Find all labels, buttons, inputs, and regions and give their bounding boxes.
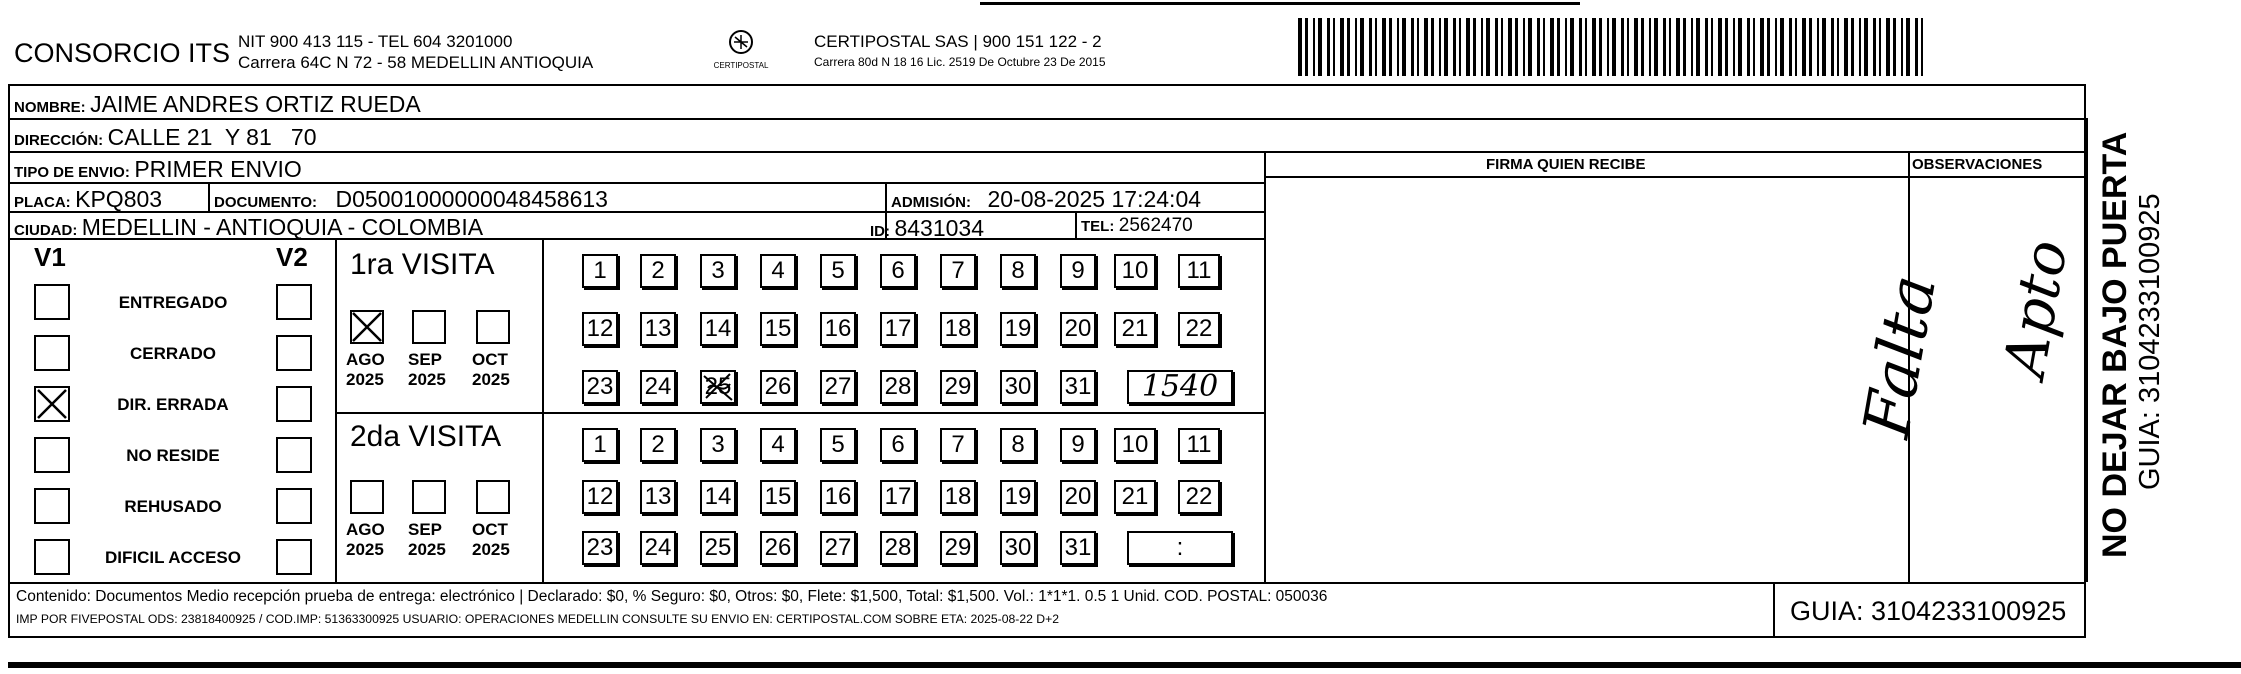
v2-checkbox[interactable] [276, 284, 312, 320]
barcode-bar [1360, 18, 1364, 76]
first-visit-day-box[interactable]: 13 [640, 312, 676, 346]
barcode-bar [1893, 18, 1896, 76]
status-label: CERRADO [130, 344, 216, 363]
year-label: 2025 [346, 370, 384, 389]
v2-checkbox[interactable] [276, 437, 312, 473]
first-visit-day-box[interactable]: 30 [1000, 370, 1036, 404]
second-visit-day-box[interactable]: 26 [760, 531, 796, 565]
barcode-bar [1528, 18, 1532, 76]
barcode-bar [1523, 18, 1525, 76]
company-name: CONSORCIO ITS [14, 38, 231, 68]
month-label: AGO [346, 350, 385, 369]
nombre-label: NOMBRE: [14, 99, 86, 116]
barcode-bar [1627, 18, 1629, 76]
barcode-bar [1906, 18, 1910, 76]
v2-checkbox[interactable] [276, 386, 312, 422]
barcode-bar [1711, 18, 1713, 76]
second-visit-day-box[interactable]: 24 [640, 531, 676, 565]
v2-label: V2 [276, 242, 308, 272]
barcode-bar [1696, 18, 1700, 76]
first-visit-day-box[interactable]: 7 [940, 254, 976, 288]
second-visit-day-box[interactable]: 7 [940, 428, 976, 462]
second-visit-day-box[interactable]: 6 [880, 428, 916, 462]
second-visit-day-box[interactable]: 5 [820, 428, 856, 462]
barcode-bar [1402, 18, 1406, 76]
barcode-bar [1439, 18, 1441, 76]
status-label: ENTREGADO [118, 293, 228, 312]
barcode-bar [1515, 18, 1518, 76]
second-visit-day-box[interactable]: 28 [880, 531, 916, 565]
first-visit-day-box[interactable]: 28 [880, 370, 916, 404]
form-frame [8, 84, 2086, 638]
barcode-bar [1466, 18, 1470, 76]
second-visit-day-box[interactable]: 13 [640, 480, 676, 514]
barcode-bar [1767, 18, 1770, 76]
barcode-bar [1599, 18, 1602, 76]
observaciones-header: OBSERVACIONES [1912, 156, 2043, 173]
barcode-bar [1649, 18, 1651, 76]
barcode-bar [1550, 18, 1554, 76]
second-visit-day-box[interactable]: 8 [1000, 428, 1036, 462]
barcode-bar [1859, 18, 1861, 76]
first-visit-day-box[interactable]: 16 [820, 312, 856, 346]
barcode-bar [1508, 18, 1512, 76]
barcode-bar [1718, 18, 1722, 76]
barcode-bar [1592, 18, 1596, 76]
barcode-bar [1612, 18, 1616, 76]
second-visit-day-box[interactable]: 23 [582, 531, 618, 565]
tipo-envio-label: TIPO DE ENVIO: [14, 164, 130, 181]
second-visit-day-box[interactable]: 10 [1114, 428, 1156, 462]
barcode-bar [1305, 18, 1308, 76]
status-label: NO RESIDE [126, 446, 220, 465]
second-visit-day-box[interactable]: 4 [760, 428, 796, 462]
no-dejar-warning: NO DEJAR BAJO PUERTA [2096, 131, 2134, 558]
barcode-bar [1579, 18, 1582, 76]
status-label: DIFICIL ACCESO [104, 548, 241, 567]
documento-value: D05001000000048458613 [335, 186, 608, 212]
first-visit-day-box[interactable]: 25 [700, 370, 736, 404]
v2-checkbox[interactable] [276, 488, 312, 524]
barcode-bar [1663, 18, 1666, 76]
barcode-bar [1669, 18, 1671, 76]
top-rule [980, 2, 1580, 5]
barcode-bar [1459, 18, 1461, 76]
barcode-bar [1543, 18, 1545, 76]
second-visit-day-box[interactable]: 19 [1000, 480, 1036, 514]
month-label: AGO [346, 520, 385, 539]
second-visit-month-box[interactable] [350, 480, 384, 514]
barcode-bar [1831, 18, 1834, 76]
second-visit-month-box[interactable] [412, 480, 446, 514]
second-visit-day-box[interactable]: 16 [820, 480, 856, 514]
barcode-bar [1298, 18, 1302, 76]
barcode-bar [1382, 18, 1386, 76]
first-visit-day-box[interactable]: 21 [1114, 312, 1156, 346]
first-visit-day-box[interactable]: 12 [582, 312, 618, 346]
checkmark-icon [350, 310, 384, 344]
second-visit-day-box[interactable]: 9 [1060, 428, 1096, 462]
barcode-bar [1864, 18, 1868, 76]
second-visit-day-box[interactable]: 12 [582, 480, 618, 514]
second-visit-day-box[interactable]: 27 [820, 531, 856, 565]
second-visit-month-box[interactable] [476, 480, 510, 514]
month-label: OCT [472, 350, 508, 369]
month-label: SEP [408, 520, 443, 539]
first-visit-day-box[interactable]: 4 [760, 254, 796, 288]
barcode-bar [1375, 18, 1377, 76]
documento-label: DOCUMENTO: [214, 194, 318, 211]
year-label: 2025 [346, 540, 384, 559]
bottom-rule [8, 662, 2241, 668]
barcode-bar [1355, 18, 1357, 76]
v1-label: V1 [34, 242, 66, 272]
first-visit-day-box[interactable]: 26 [760, 370, 796, 404]
first-visit-day-box[interactable]: 8 [1000, 254, 1036, 288]
license-line: Carrera 80d N 18 16 Lic. 2519 De Octubre 23 De 2015 [814, 55, 1106, 69]
nombre-value: JAIME ANDRES ORTIZ RUEDA [90, 91, 421, 117]
svg-text:CERTIPOSTAL: CERTIPOSTAL [713, 61, 769, 70]
second-visit-title: 2da VISITA [350, 420, 502, 453]
barcode-bar [1879, 18, 1881, 76]
barcode-bar [1822, 18, 1826, 76]
first-visit-day-box[interactable]: 18 [940, 312, 976, 346]
barcode-bar [1802, 18, 1806, 76]
second-visit-day-box[interactable]: 17 [880, 480, 916, 514]
barcode-bar [1318, 18, 1322, 76]
first-visit-day-box[interactable]: 23 [582, 370, 618, 404]
footer-content-line: Contenido: Documentos Medio recepción prueba de entrega: electrónico | Declarado: $0, % Seguro: $0, Otros: $0, Flete: $1,500, Total: $1,500. Vol.: 1*1*1. 0.5 1 Unid. COD. POSTAL: 050036 [16, 588, 1328, 605]
barcode-bar [1795, 18, 1797, 76]
admision-label: ADMISIÓN: [891, 194, 971, 211]
first-visit-day-box[interactable]: 2 [640, 254, 676, 288]
firma-header: FIRMA QUIEN RECIBE [1486, 156, 1646, 173]
first-visit-day-box[interactable]: 11 [1178, 254, 1220, 288]
barcode-bar [1327, 18, 1330, 76]
first-visit-day-box[interactable]: 3 [700, 254, 736, 288]
first-visit-day-box[interactable]: 27 [820, 370, 856, 404]
first-visit-day-box[interactable]: 9 [1060, 254, 1096, 288]
barcode-bar [1837, 18, 1839, 76]
barcode-bar [1747, 18, 1750, 76]
barcode-bar [1397, 18, 1399, 76]
placa-value: KPQ803 [75, 186, 163, 212]
barcode-bar [1634, 18, 1638, 76]
barcode-bar [1621, 18, 1624, 76]
first-visit-day-box[interactable]: 5 [820, 254, 856, 288]
tel-value: 2562470 [1118, 215, 1193, 236]
placa-label: PLACA: [14, 194, 71, 211]
barcode-bar [1607, 18, 1609, 76]
barcode-bar [1915, 18, 1918, 76]
v1-checkbox[interactable] [34, 437, 70, 473]
barcode-bar [1369, 18, 1372, 76]
first-visit-day-box[interactable]: 15 [760, 312, 796, 346]
barcode-bar [1313, 18, 1315, 76]
second-visit-day-box[interactable]: 2 [640, 428, 676, 462]
first-visit-day-box[interactable]: 14 [700, 312, 736, 346]
second-visit-day-box[interactable]: 20 [1060, 480, 1096, 514]
v2-checkbox[interactable] [276, 539, 312, 575]
barcode [1296, 18, 1930, 76]
barcode-bar [1753, 18, 1755, 76]
barcode-bar [1417, 18, 1419, 76]
barcode-bar [1495, 18, 1498, 76]
barcode-bar [1683, 18, 1686, 76]
barcode-bar [1733, 18, 1735, 76]
barcode-bar [1537, 18, 1540, 76]
barcode-bar [1473, 18, 1476, 76]
side-guia: GUIA: 3104233100925 [2134, 193, 2166, 490]
first-visit-time-box[interactable]: 1540 [1127, 370, 1233, 404]
first-visit-title: 1ra VISITA [350, 248, 495, 281]
barcode-bar [1444, 18, 1448, 76]
v1-checkbox[interactable] [34, 488, 70, 524]
second-visit-time-box[interactable]: : [1127, 531, 1233, 565]
checkmark-icon [34, 386, 70, 422]
second-visit-day-box[interactable]: 1 [582, 428, 618, 462]
barcode-bar [1775, 18, 1777, 76]
barcode-bar [1557, 18, 1560, 76]
first-visit-day-box[interactable]: 10 [1114, 254, 1156, 288]
barcode-bar [1585, 18, 1587, 76]
barcode-bar [1760, 18, 1764, 76]
carrier-line: CERTIPOSTAL SAS | 900 151 122 - 2 [814, 32, 1102, 51]
barcode-bar [1565, 18, 1567, 76]
barcode-bar [1676, 18, 1680, 76]
ciudad-value: MEDELLIN - ANTIOQUIA - COLOMBIA [81, 214, 484, 240]
barcode-bar [1873, 18, 1876, 76]
second-visit-day-box[interactable]: 3 [700, 428, 736, 462]
v1-checkbox[interactable] [34, 284, 70, 320]
second-visit-day-box[interactable]: 11 [1178, 428, 1220, 462]
nit-line: NIT 900 413 115 - TEL 604 3201000 [238, 32, 513, 51]
second-visit-day-box[interactable]: 18 [940, 480, 976, 514]
barcode-bar [1389, 18, 1392, 76]
barcode-bar [1901, 18, 1903, 76]
scribble-mark [700, 370, 736, 404]
second-visit-day-box[interactable]: 30 [1000, 531, 1036, 565]
first-visit-day-box[interactable]: 20 [1060, 312, 1096, 346]
tipo-envio-value: PRIMER ENVIO [134, 156, 302, 182]
first-visit-day-box[interactable]: 6 [880, 254, 916, 288]
footer-guia: GUIA: 3104233100925 [1790, 596, 2067, 626]
first-visit-month-box[interactable] [476, 310, 510, 344]
barcode-bar [1705, 18, 1708, 76]
barcode-bar [1691, 18, 1693, 76]
id-value: 8431034 [894, 215, 984, 241]
year-label: 2025 [472, 540, 510, 559]
barcode-bar [1570, 18, 1574, 76]
first-visit-day-box[interactable]: 19 [1000, 312, 1036, 346]
admision-value: 20-08-2025 17:24:04 [987, 186, 1202, 212]
footer-imp-line: IMP POR FIVEPOSTAL ODS: 23818400925 / COD.IMP: 51363300925 USUARIO: OPERACIONES MEDELLIN CONSULTE SU ENVIO EN: CERTIPOSTAL.COM SOBRE ETA: 2025-08-22 D+2 [16, 612, 1059, 626]
barcode-bar [1851, 18, 1854, 76]
barcode-bar [1809, 18, 1812, 76]
barcode-bar [1886, 18, 1890, 76]
barcode-bar [1789, 18, 1792, 76]
second-visit-day-box[interactable]: 14 [700, 480, 736, 514]
barcode-bar [1725, 18, 1728, 76]
barcode-bar [1453, 18, 1456, 76]
barcode-bar [1921, 18, 1923, 76]
second-visit-day-box[interactable]: 31 [1060, 531, 1096, 565]
tel-label: TEL: [1081, 218, 1115, 235]
first-visit-month-box[interactable] [412, 310, 446, 344]
barcode-bar [1486, 18, 1490, 76]
month-label: OCT [472, 520, 508, 539]
ciudad-label: CIUDAD: [14, 222, 78, 239]
barcode-bar [1817, 18, 1819, 76]
barcode-bar [1641, 18, 1644, 76]
direccion-value: CALLE 21 Y 81 70 [107, 124, 317, 150]
barcode-bar [1844, 18, 1848, 76]
barcode-bar [1347, 18, 1350, 76]
barcode-bar [1654, 18, 1658, 76]
observation-handwriting-2: Apto [1990, 234, 2081, 382]
address-line: Carrera 64C N 72 - 58 MEDELLIN ANTIOQUIA [238, 53, 594, 72]
month-label: SEP [408, 350, 443, 369]
status-label: REHUSADO [124, 497, 222, 516]
barcode-bar [1738, 18, 1742, 76]
barcode-bar [1333, 18, 1335, 76]
second-visit-day-box[interactable]: 22 [1178, 480, 1220, 514]
first-visit-day-box[interactable]: 1 [582, 254, 618, 288]
first-visit-day-box[interactable]: 31 [1060, 370, 1096, 404]
year-label: 2025 [472, 370, 510, 389]
barcode-bar [1481, 18, 1483, 76]
direccion-label: DIRECCIÓN: [14, 132, 104, 149]
second-visit-day-box[interactable]: 25 [700, 531, 736, 565]
first-visit-day-box[interactable]: 24 [640, 370, 676, 404]
first-visit-day-box[interactable]: 17 [880, 312, 916, 346]
year-label: 2025 [408, 540, 446, 559]
barcode-bar [1424, 18, 1428, 76]
first-visit-day-box[interactable]: 29 [940, 370, 976, 404]
id-label: ID: [870, 223, 890, 240]
second-visit-day-box[interactable]: 21 [1114, 480, 1156, 514]
barcode-bar [1780, 18, 1784, 76]
certipostal-logo [706, 28, 776, 72]
barcode-bar [1431, 18, 1434, 76]
barcode-bar [1411, 18, 1414, 76]
second-visit-day-box[interactable]: 15 [760, 480, 796, 514]
barcode-bar [1340, 18, 1344, 76]
first-visit-day-box[interactable]: 22 [1178, 312, 1220, 346]
status-label: DIR. ERRADA [117, 395, 229, 414]
barcode-bar [1501, 18, 1503, 76]
v1-checkbox[interactable] [34, 539, 70, 575]
observation-handwriting-1: Falta [1850, 269, 1952, 443]
year-label: 2025 [408, 370, 446, 389]
v2-checkbox[interactable] [276, 335, 312, 371]
v1-checkbox[interactable] [34, 335, 70, 371]
second-visit-day-box[interactable]: 29 [940, 531, 976, 565]
